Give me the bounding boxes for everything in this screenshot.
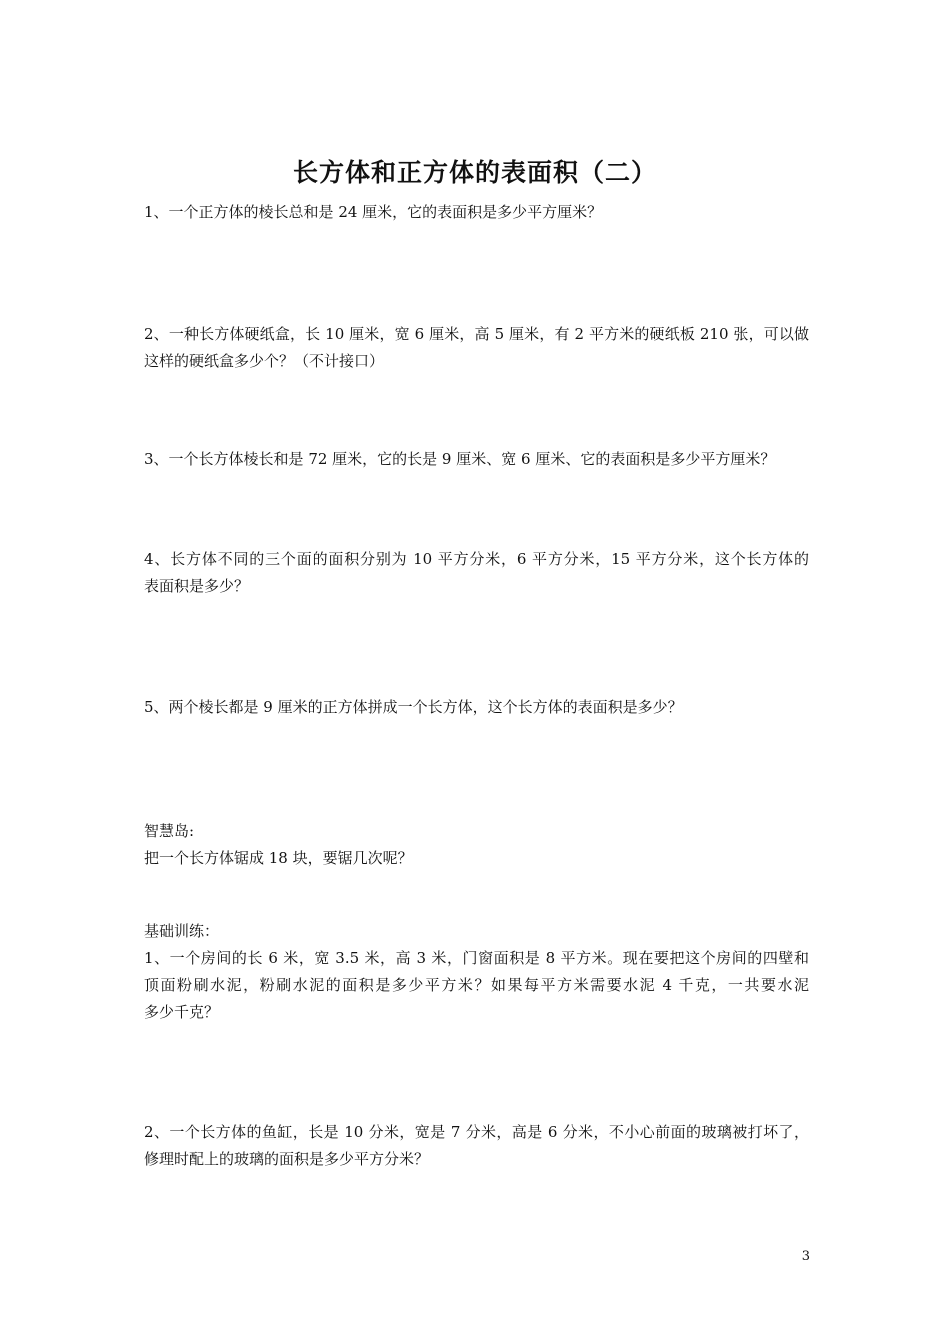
wisdom-heading: 智慧岛: [144,822,195,840]
basic-item-1-line-3: 多少千克？ [144,1003,220,1021]
basic-item-2-line-1: 2、一个长方体的鱼缸，长是 10 分米，宽是 7 分米，高是 6 分米，不小心前面的玻璃被打坏了， [144,1123,809,1141]
question-4-line-2: 表面积是多少？ [144,577,250,595]
question-3-line-1: 3、一个长方体棱长和是 72 厘米，它的长是 9 厘米、宽 6 厘米、它的表面积是多少平方厘米？ [144,450,776,468]
basic-training-heading: 基础训练： [144,922,220,940]
question-3 [144,446,809,473]
question-4-line-1: 4、长方体不同的三个面的面积分别为 10 平方分米，6 平方分米，15 平方分米，这个长方体的 [144,550,809,568]
question-5 [144,694,809,721]
question-1-line-1: 1、一个正方体的棱长总和是 24 厘米，它的表面积是多少平方厘米？ [144,203,603,221]
question-2 [144,321,809,375]
page-title: 长方体和正方体的表面积（二） [292,158,657,187]
question-2-line-2: 这样的硬纸盒多少个？（不计接口） [144,352,385,370]
basic-item-2 [144,1119,809,1173]
basic-item-1-line-1: 1、一个房间的长 6 米，宽 3.5 米，高 3 米，门窗面积是 8 平方米。现在要把这个房间的四壁和 [144,949,809,967]
basic-item-1-line-2: 顶面粉刷水泥，粉刷水泥的面积是多少平方米？如果每平方米需要水泥 4 千克，一共要水泥 [144,976,809,994]
basic-training-section [144,918,809,1026]
basic-item-2-line-2: 修理时配上的玻璃的面积是多少平方分米？ [144,1150,430,1168]
wisdom-text: 把一个长方体锯成 18 块，要锯几次呢？ [144,849,413,867]
question-4 [144,546,809,600]
wisdom-section [144,818,809,872]
page-number: 3 [801,1249,810,1264]
question-2-line-1: 2、一种长方体硬纸盒，长 10 厘米，宽 6 厘米，高 5 厘米，有 2 平方米的硬纸板 210 张，可以做 [144,325,809,343]
question-5-line-1: 5、两个棱长都是 9 厘米的正方体拼成一个长方体，这个长方体的表面积是多少？ [144,698,683,716]
question-1 [144,199,809,226]
